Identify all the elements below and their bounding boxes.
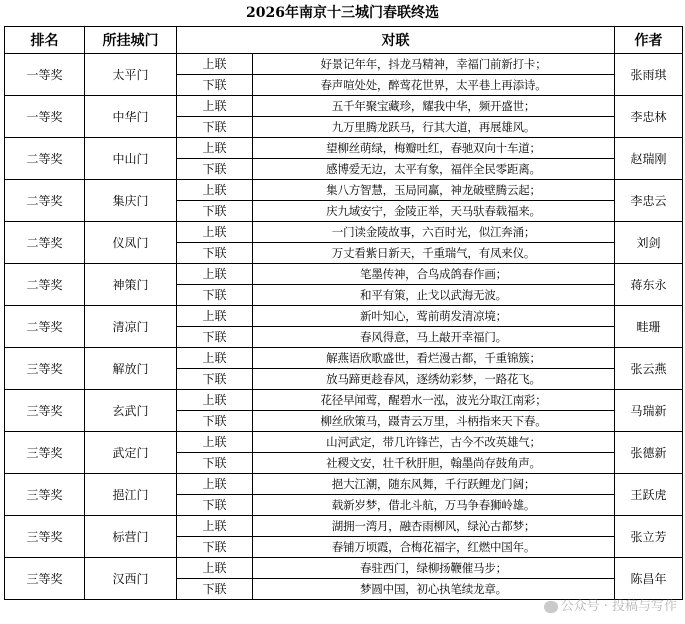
rank-cell: 三等奖: [5, 558, 85, 600]
header-couplet: 对联: [177, 27, 615, 54]
gate-cell: 汉西门: [85, 558, 177, 600]
upper-label: 上联: [177, 264, 253, 285]
table-row: [5, 306, 683, 327]
rank-cell: 三等奖: [5, 348, 85, 390]
upper-label: 上联: [177, 54, 253, 75]
couplet-table: [4, 26, 683, 600]
author-cell: 畦珊: [615, 306, 683, 348]
lower-couplet: 柳丝欣策马，蹑青云万里，斗柄指来天下春。: [253, 411, 615, 432]
table-row: [5, 96, 683, 117]
header-author: 作者: [615, 27, 683, 54]
upper-couplet: 湖拥一湾月，融杏雨柳风，绿沁古都梦；: [253, 516, 615, 537]
author-cell: 张德新: [615, 432, 683, 474]
upper-label: 上联: [177, 348, 253, 369]
rank-cell: 一等奖: [5, 96, 85, 138]
lower-couplet: 春声喧处处，醉莺花世界，太平巷上再添诗。: [253, 75, 615, 96]
lower-label: 下联: [177, 453, 253, 474]
author-cell: 李忠云: [615, 180, 683, 222]
lower-label: 下联: [177, 75, 253, 96]
lower-couplet: 春铺万顷霞，合梅花福字，红燃中国年。: [253, 537, 615, 558]
header-row: [5, 27, 683, 54]
rank-cell: 二等奖: [5, 180, 85, 222]
gate-cell: 集庆门: [85, 180, 177, 222]
table-row: [5, 264, 683, 285]
lower-couplet: 庆九域安宁，金陵正举，天马驮春载福来。: [253, 201, 615, 222]
gate-cell: 神策门: [85, 264, 177, 306]
upper-label: 上联: [177, 474, 253, 495]
upper-label: 上联: [177, 96, 253, 117]
upper-label: 上联: [177, 558, 253, 579]
table-row: [5, 432, 683, 453]
header-gate: 所挂城门: [85, 27, 177, 54]
table-row: [5, 348, 683, 369]
lower-label: 下联: [177, 285, 253, 306]
lower-label: 下联: [177, 117, 253, 138]
rank-cell: 三等奖: [5, 432, 85, 474]
upper-label: 上联: [177, 306, 253, 327]
author-cell: 刘剑: [615, 222, 683, 264]
table-row: [5, 558, 683, 579]
gate-cell: 清凉门: [85, 306, 177, 348]
upper-couplet: 集八方智慧，玉局同赢，神龙破壁腾云起；: [253, 180, 615, 201]
lower-label: 下联: [177, 159, 253, 180]
upper-label: 上联: [177, 516, 253, 537]
table-row: [5, 138, 683, 159]
author-cell: 王跃虎: [615, 474, 683, 516]
upper-label: 上联: [177, 180, 253, 201]
upper-couplet: 花径早闻莺，醒碧水一泓，波光分取江南彩；: [253, 390, 615, 411]
gate-cell: 中华门: [85, 96, 177, 138]
gate-cell: 武定门: [85, 432, 177, 474]
lower-couplet: 放马蹄更趁春风，逐绣幼彩梦，一路花飞。: [253, 369, 615, 390]
rank-cell: 三等奖: [5, 390, 85, 432]
lower-label: 下联: [177, 243, 253, 264]
gate-cell: 挹江门: [85, 474, 177, 516]
upper-couplet: 笔墨传神，合鸟成鸽春作画；: [253, 264, 615, 285]
gate-cell: 玄武门: [85, 390, 177, 432]
gate-cell: 解放门: [85, 348, 177, 390]
lower-couplet: 载新岁梦，借北斗航，万马争春狮岭雄。: [253, 495, 615, 516]
rank-cell: 三等奖: [5, 474, 85, 516]
table-row: [5, 390, 683, 411]
author-cell: 赵瑞刚: [615, 138, 683, 180]
upper-label: 上联: [177, 432, 253, 453]
page-title: 2026年南京十三城门春联终选: [246, 5, 439, 21]
upper-couplet: 好景记年年，抖龙马精神，幸福门前新打卡；: [253, 54, 615, 75]
lower-couplet: 春风得意，马上敲开幸福门。: [253, 327, 615, 348]
lower-couplet: 梦圆中国，初心执笔续龙章。: [253, 579, 615, 600]
upper-label: 上联: [177, 222, 253, 243]
author-cell: 张云燕: [615, 348, 683, 390]
author-cell: 马瑞新: [615, 390, 683, 432]
rank-cell: 二等奖: [5, 222, 85, 264]
table-body: [5, 54, 683, 600]
upper-couplet: 解燕语欣歌盛世，看烂漫古都，千重锦簇；: [253, 348, 615, 369]
lower-couplet: 九万里腾龙跃马，行其大道，再展雄风。: [253, 117, 615, 138]
upper-label: 上联: [177, 138, 253, 159]
upper-couplet: 山河武定，带几许锋芒，古今不改英雄气；: [253, 432, 615, 453]
upper-couplet: 一门读金陵故事，六百时光，似江奔涌；: [253, 222, 615, 243]
header-rank: 排名: [5, 27, 85, 54]
author-cell: 张立芳: [615, 516, 683, 558]
gate-cell: 中山门: [85, 138, 177, 180]
table-row: [5, 222, 683, 243]
wechat-icon: [544, 601, 558, 613]
rank-cell: 二等奖: [5, 138, 85, 180]
lower-couplet: 和平有策，止戈以武海无波。: [253, 285, 615, 306]
lower-label: 下联: [177, 411, 253, 432]
gate-cell: 仪凤门: [85, 222, 177, 264]
lower-label: 下联: [177, 495, 253, 516]
lower-couplet: 感博爱无边，太平有象，福伴全民零距离。: [253, 159, 615, 180]
upper-couplet: 望柳丝萌绿，梅瓣吐红，春驰双向十车道；: [253, 138, 615, 159]
table-row: [5, 54, 683, 75]
lower-couplet: 万丈看紫日新天，千重瑞气，有凤来仪。: [253, 243, 615, 264]
table-row: [5, 180, 683, 201]
rank-cell: 三等奖: [5, 516, 85, 558]
lower-label: 下联: [177, 579, 253, 600]
upper-label: 上联: [177, 390, 253, 411]
table-row: [5, 474, 683, 495]
author-cell: 张雨琪: [615, 54, 683, 96]
lower-label: 下联: [177, 537, 253, 558]
gate-cell: 标营门: [85, 516, 177, 558]
upper-couplet: 挹大江潮，随东风舞，千行跃鲤龙门阔；: [253, 474, 615, 495]
rank-cell: 一等奖: [5, 54, 85, 96]
author-cell: 蒋东永: [615, 264, 683, 306]
author-cell: 李忠林: [615, 96, 683, 138]
rank-cell: 二等奖: [5, 306, 85, 348]
author-cell: 陈昌年: [615, 558, 683, 600]
lower-label: 下联: [177, 201, 253, 222]
upper-couplet: 春驻西门，绿柳扬鞭催马步；: [253, 558, 615, 579]
rank-cell: 二等奖: [5, 264, 85, 306]
lower-label: 下联: [177, 369, 253, 390]
table-row: [5, 516, 683, 537]
lower-couplet: 社稷文安，壮千秋肝胆，翰墨尚存鼓角声。: [253, 453, 615, 474]
lower-label: 下联: [177, 327, 253, 348]
watermark-text: 公众号 · 投稿与写作: [560, 599, 677, 614]
upper-couplet: 新叶知心，莺前萌发清凉境；: [253, 306, 615, 327]
gate-cell: 太平门: [85, 54, 177, 96]
upper-couplet: 五千年聚宝藏珍，耀我中华，频开盛世；: [253, 96, 615, 117]
